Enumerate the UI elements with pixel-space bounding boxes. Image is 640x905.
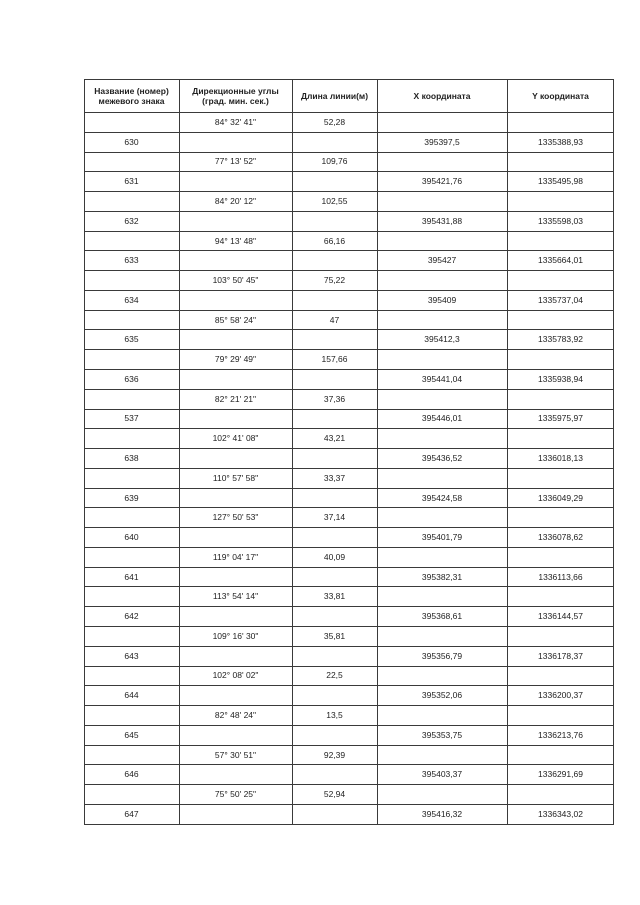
row-divider-name <box>84 764 179 765</box>
segment-length: 33,81 <box>323 591 346 602</box>
row-divider-segment <box>179 428 377 429</box>
row-divider-segment <box>179 171 377 172</box>
row-divider-segment <box>179 824 377 825</box>
point-name: 631 <box>124 176 139 187</box>
row-divider-name <box>84 468 179 469</box>
row-divider-segment <box>179 369 377 370</box>
row-divider-coords <box>377 764 614 765</box>
point-name: 642 <box>124 611 139 622</box>
segment-length: 102,55 <box>321 195 348 206</box>
row-divider-coords <box>377 626 614 627</box>
row-divider-coords <box>377 824 614 825</box>
segment-angle: 82° 21' 21" <box>214 393 257 404</box>
segment-angle: 94° 13' 48" <box>214 235 257 246</box>
row-divider-segment <box>179 685 377 686</box>
row-divider-coords <box>377 428 614 429</box>
row-divider-coords <box>377 745 614 746</box>
segment-length: 40,09 <box>323 551 346 562</box>
header-bottom-border <box>84 112 614 113</box>
row-divider-segment <box>179 310 377 311</box>
point-name: 638 <box>124 452 139 463</box>
point-y-coordinate: 1335495,98 <box>538 176 583 187</box>
row-divider-name <box>84 171 179 172</box>
segment-length: 13,5 <box>326 709 343 720</box>
row-divider-coords <box>377 171 614 172</box>
header-name-line1: Название (номер) <box>94 85 169 96</box>
table-top-border <box>84 79 614 80</box>
row-divider-segment <box>179 804 377 805</box>
boundary-coordinates-table <box>84 79 614 821</box>
row-divider-coords <box>377 290 614 291</box>
row-divider-name <box>84 152 179 153</box>
point-y-coordinate: 1336113,66 <box>538 571 583 582</box>
segment-length: 22,5 <box>326 670 343 681</box>
row-divider-segment <box>179 409 377 410</box>
row-divider-coords <box>377 250 614 251</box>
row-divider-coords <box>377 725 614 726</box>
segment-angle: 102° 08' 02" <box>212 670 259 681</box>
point-x-coordinate: 395436,52 <box>421 452 463 463</box>
row-divider-segment <box>179 211 377 212</box>
row-divider-name <box>84 310 179 311</box>
point-name: 646 <box>124 769 139 780</box>
point-x-coordinate: 395416,32 <box>421 808 463 819</box>
row-divider-name <box>84 606 179 607</box>
point-name: 645 <box>124 729 139 740</box>
header-angle-line2: (град. мин. сек.) <box>202 95 269 106</box>
row-divider-name <box>84 547 179 548</box>
row-divider-coords <box>377 666 614 667</box>
point-name: 641 <box>124 571 139 582</box>
row-divider-coords <box>377 389 614 390</box>
row-divider-name <box>84 329 179 330</box>
row-divider-segment <box>179 329 377 330</box>
point-x-coordinate: 395397,5 <box>424 136 460 147</box>
row-divider-coords <box>377 369 614 370</box>
row-divider-segment <box>179 527 377 528</box>
row-divider-segment <box>179 132 377 133</box>
row-divider-coords <box>377 567 614 568</box>
point-name: 632 <box>124 215 139 226</box>
row-divider-coords <box>377 488 614 489</box>
row-divider-coords <box>377 705 614 706</box>
point-name: 639 <box>124 492 139 503</box>
row-divider-name <box>84 191 179 192</box>
row-divider-coords <box>377 270 614 271</box>
row-divider-segment <box>179 191 377 192</box>
point-name: 643 <box>124 650 139 661</box>
row-divider-segment <box>179 764 377 765</box>
point-name: 636 <box>124 373 139 384</box>
segment-angle: 57° 30' 51" <box>214 749 257 760</box>
segment-angle: 84° 20' 12" <box>214 195 257 206</box>
segment-length: 52,28 <box>323 116 346 127</box>
point-y-coordinate: 1336291,69 <box>538 769 583 780</box>
row-divider-segment <box>179 784 377 785</box>
segment-length: 35,81 <box>323 630 346 641</box>
segment-angle: 102° 41' 08" <box>212 433 259 444</box>
row-divider-name <box>84 409 179 410</box>
point-name: 537 <box>124 413 139 424</box>
row-divider-name <box>84 132 179 133</box>
point-y-coordinate: 1335938,94 <box>538 373 583 384</box>
row-divider-segment <box>179 626 377 627</box>
row-divider-segment <box>179 725 377 726</box>
row-divider-segment <box>179 389 377 390</box>
point-y-coordinate: 1335737,04 <box>538 294 583 305</box>
point-name: 644 <box>124 690 139 701</box>
row-divider-coords <box>377 349 614 350</box>
row-divider-name <box>84 646 179 647</box>
row-divider-name <box>84 369 179 370</box>
row-divider-coords <box>377 547 614 548</box>
row-divider-coords <box>377 310 614 311</box>
row-divider-name <box>84 824 179 825</box>
point-x-coordinate: 395431,88 <box>421 215 463 226</box>
row-divider-name <box>84 290 179 291</box>
row-divider-coords <box>377 784 614 785</box>
segment-angle: 79° 29' 49" <box>214 354 257 365</box>
row-divider-coords <box>377 646 614 647</box>
row-divider-coords <box>377 527 614 528</box>
point-y-coordinate: 1336343,02 <box>538 808 583 819</box>
point-x-coordinate: 395382,31 <box>421 571 463 582</box>
row-divider-segment <box>179 567 377 568</box>
row-divider-name <box>84 270 179 271</box>
point-x-coordinate: 395427 <box>427 255 457 266</box>
point-name: 633 <box>124 255 139 266</box>
point-y-coordinate: 1336200,37 <box>538 690 583 701</box>
header-y: Y координата <box>532 90 589 101</box>
point-x-coordinate: 395421,76 <box>421 176 463 187</box>
segment-length: 52,94 <box>323 789 346 800</box>
row-divider-coords <box>377 685 614 686</box>
row-divider-coords <box>377 804 614 805</box>
row-divider-coords <box>377 409 614 410</box>
row-divider-name <box>84 488 179 489</box>
row-divider-name <box>84 448 179 449</box>
segment-angle: 82° 48' 24" <box>214 709 257 720</box>
point-y-coordinate: 1336213,76 <box>538 729 583 740</box>
point-x-coordinate: 395368,61 <box>421 611 463 622</box>
point-y-coordinate: 1335388,93 <box>538 136 583 147</box>
segment-angle: 109° 16' 30" <box>212 630 259 641</box>
row-divider-name <box>84 705 179 706</box>
row-divider-name <box>84 211 179 212</box>
row-divider-name <box>84 567 179 568</box>
row-divider-segment <box>179 507 377 508</box>
row-divider-coords <box>377 329 614 330</box>
segment-length: 92,39 <box>323 749 346 760</box>
segment-length: 33,37 <box>323 472 346 483</box>
point-name: 630 <box>124 136 139 147</box>
point-name: 634 <box>124 294 139 305</box>
row-divider-segment <box>179 586 377 587</box>
row-divider-name <box>84 527 179 528</box>
row-divider-name <box>84 725 179 726</box>
row-divider-name <box>84 389 179 390</box>
segment-angle: 85° 58' 24" <box>214 314 257 325</box>
row-divider-coords <box>377 231 614 232</box>
segment-length: 37,36 <box>323 393 346 404</box>
segment-angle: 75° 50' 25" <box>214 789 257 800</box>
point-x-coordinate: 395403,37 <box>421 769 463 780</box>
point-x-coordinate: 395353,75 <box>421 729 463 740</box>
point-y-coordinate: 1336144,57 <box>538 611 583 622</box>
row-divider-segment <box>179 231 377 232</box>
segment-angle: 119° 04' 17" <box>212 551 259 562</box>
row-divider-segment <box>179 705 377 706</box>
segment-angle: 127° 50' 53" <box>212 512 259 523</box>
row-divider-coords <box>377 132 614 133</box>
row-divider-segment <box>179 152 377 153</box>
segment-length: 43,21 <box>323 433 346 444</box>
row-divider-segment <box>179 745 377 746</box>
segment-length: 37,14 <box>323 512 346 523</box>
row-divider-name <box>84 804 179 805</box>
point-x-coordinate: 395446,01 <box>421 413 463 424</box>
segment-length: 47 <box>329 314 340 325</box>
point-x-coordinate: 395352,06 <box>421 690 463 701</box>
point-y-coordinate: 1336178,37 <box>538 650 583 661</box>
point-y-coordinate: 1336078,62 <box>538 532 583 543</box>
row-divider-coords <box>377 468 614 469</box>
point-x-coordinate: 395441,04 <box>421 373 463 384</box>
header-angle <box>192 86 278 106</box>
row-divider-name <box>84 745 179 746</box>
segment-length: 109,76 <box>321 156 348 167</box>
point-name: 640 <box>124 532 139 543</box>
header-length: Длина линии(м) <box>300 90 369 101</box>
row-divider-name <box>84 428 179 429</box>
row-divider-name <box>84 250 179 251</box>
row-divider-name <box>84 349 179 350</box>
row-divider-segment <box>179 290 377 291</box>
row-divider-coords <box>377 211 614 212</box>
point-x-coordinate: 395401,79 <box>421 532 463 543</box>
row-divider-segment <box>179 270 377 271</box>
segment-length: 157,66 <box>321 354 348 365</box>
point-y-coordinate: 1335975,97 <box>538 413 583 424</box>
row-divider-coords <box>377 507 614 508</box>
header-angle-line1: Дирекционные углы <box>192 85 279 96</box>
row-divider-segment <box>179 250 377 251</box>
segment-angle: 110° 57' 58" <box>212 472 259 483</box>
row-divider-name <box>84 231 179 232</box>
point-y-coordinate: 1335664,01 <box>538 255 583 266</box>
row-divider-name <box>84 626 179 627</box>
row-divider-coords <box>377 191 614 192</box>
row-divider-segment <box>179 646 377 647</box>
segment-angle: 77° 13' 52" <box>214 156 257 167</box>
segment-length: 75,22 <box>323 275 346 286</box>
row-divider-name <box>84 507 179 508</box>
segment-length: 66,16 <box>323 235 346 246</box>
row-divider-segment <box>179 547 377 548</box>
row-divider-coords <box>377 448 614 449</box>
segment-angle: 113° 54' 14" <box>212 591 259 602</box>
row-divider-coords <box>377 606 614 607</box>
point-x-coordinate: 395356,79 <box>421 650 463 661</box>
row-divider-name <box>84 586 179 587</box>
row-divider-segment <box>179 468 377 469</box>
point-y-coordinate: 1335783,92 <box>538 334 583 345</box>
point-x-coordinate: 395412,3 <box>424 334 460 345</box>
row-divider-name <box>84 685 179 686</box>
point-name: 647 <box>124 808 139 819</box>
header-x: X координата <box>413 90 471 101</box>
row-divider-segment <box>179 606 377 607</box>
row-divider-segment <box>179 448 377 449</box>
point-x-coordinate: 395409 <box>427 294 457 305</box>
header-name-line2: межевого знака <box>98 95 165 106</box>
point-x-coordinate: 395424,58 <box>421 492 463 503</box>
row-divider-segment <box>179 666 377 667</box>
row-divider-name <box>84 666 179 667</box>
point-y-coordinate: 1335598,03 <box>538 215 583 226</box>
row-divider-coords <box>377 152 614 153</box>
point-name: 635 <box>124 334 139 345</box>
segment-angle: 84° 32' 41" <box>214 116 257 127</box>
row-divider-coords <box>377 586 614 587</box>
row-divider-segment <box>179 488 377 489</box>
row-divider-segment <box>179 349 377 350</box>
row-divider-name <box>84 784 179 785</box>
point-y-coordinate: 1336018,13 <box>538 452 583 463</box>
point-y-coordinate: 1336049,29 <box>538 492 583 503</box>
segment-angle: 103° 50' 45" <box>212 275 259 286</box>
header-name <box>94 86 169 106</box>
